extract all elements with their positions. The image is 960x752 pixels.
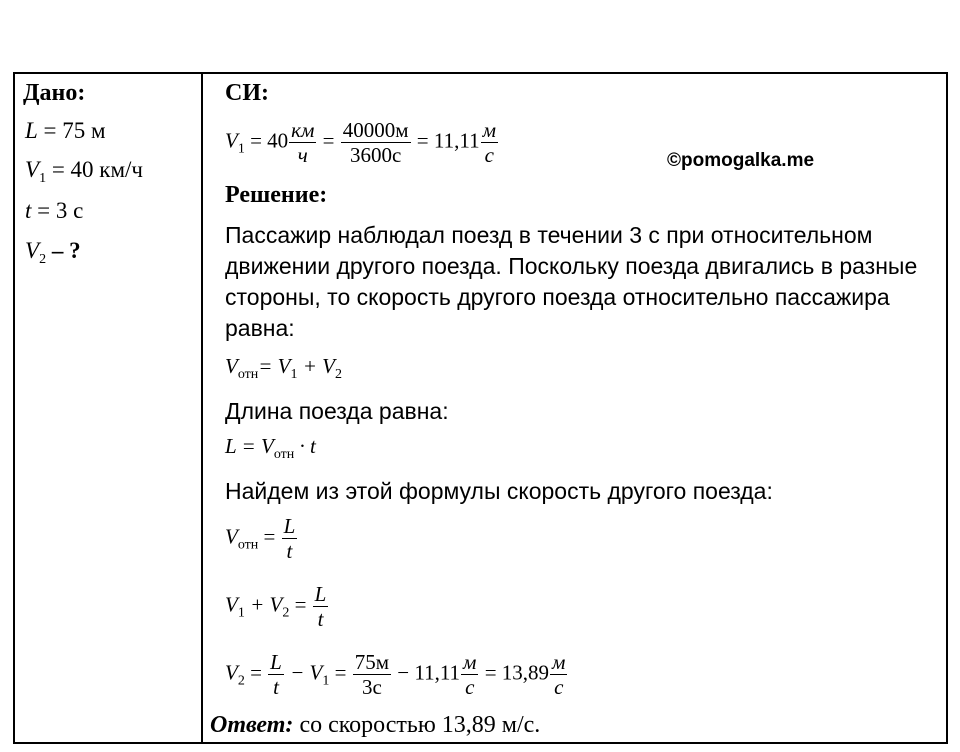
answer-text: со скоростью 13,89 м/с. (293, 712, 541, 738)
solution-paragraph-2: Длина поезда равна: (225, 398, 449, 424)
relative-speed-ratio-formula: $V_{отн}$ = $\frac{L}{t}$ (225, 514, 296, 563)
answer-line (210, 712, 540, 739)
given-time: t = 3 с (25, 198, 84, 223)
given-column (15, 74, 201, 742)
answer-label: Ответ: (210, 712, 294, 738)
solution-column (203, 74, 946, 742)
given-length: L = 75 м (25, 118, 106, 143)
given-title: Дано: (23, 80, 86, 106)
final-calculation-formula: $V_2$ = $\frac{L}{t}$ − $V_1$ = $\frac{75м}{3с}$ − 11,11 $\frac{м}{с}$ = 13,89 $\frac{м}{с}$ (225, 650, 566, 699)
solution-title: Решение: (225, 182, 328, 208)
length-formula: $L = V_{отн} \cdot t$ (225, 434, 316, 462)
given-speed-1: $V_1 = 40$ км/ч (25, 157, 143, 186)
given-unknown: $V_2$ – ? (25, 238, 81, 267)
solution-table (13, 72, 948, 744)
si-conversion-formula: $V_1 = 40$ $\frac{км}{ч}$ = $\frac{40000м}{3600с}$ = 11,11 $\frac{м}{с}$ (225, 118, 496, 167)
solution-paragraph-1: Пассажир наблюдал поезд в течении 3 с при относительном движении другого поезда. Поскольку поезда двигались в разные стороны, то скорость другого поезда относительно пассажира равна: (225, 222, 918, 341)
si-title: СИ: (225, 80, 269, 106)
watermark: ©pomogalka.me (667, 150, 815, 171)
sum-speed-formula: $V_1 + V_2$ = $\frac{L}{t}$ (225, 582, 327, 631)
relative-speed-formula: $V_{отн}= V_1 + V_2$ (225, 354, 343, 382)
solution-paragraph-3: Найдем из этой формулы скорость другого поезда: (225, 478, 773, 504)
